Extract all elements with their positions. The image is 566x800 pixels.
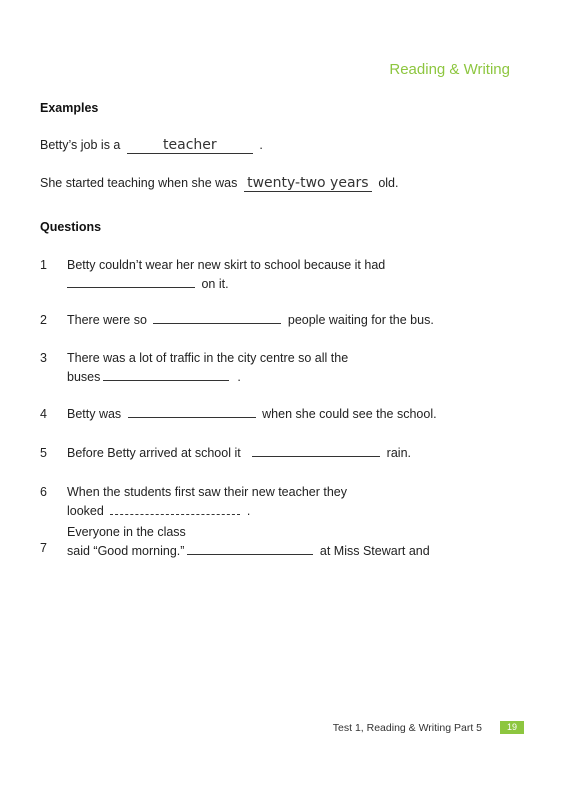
question-5 <box>67 444 411 463</box>
question-2 <box>67 311 434 330</box>
question-4 <box>67 405 437 424</box>
example-2 <box>40 175 398 192</box>
question-7-line2 <box>67 542 430 561</box>
example-1 <box>40 137 263 154</box>
question-3-line1: There was a lot of traffic in the city centre so all the <box>67 351 349 365</box>
question-4-answer-blank[interactable] <box>128 405 256 418</box>
question-4-before: Betty was <box>67 407 122 421</box>
examples-heading: Examples <box>40 101 99 115</box>
question-3-line2 <box>67 368 348 387</box>
question-5-before: Before Betty arrived at school it <box>67 446 241 460</box>
question-5-number: 5 <box>40 446 47 460</box>
question-6-line2 <box>67 502 347 521</box>
question-3 <box>67 349 348 387</box>
question-1-line2 <box>67 275 385 294</box>
example-1-answer: teacher <box>127 137 253 154</box>
question-5-after: rain. <box>386 446 411 460</box>
question-7-after: at Miss Stewart and <box>319 544 430 558</box>
question-7-before: said “Good morning.” <box>67 544 185 558</box>
question-1 <box>67 256 385 294</box>
question-2-after: people waiting for the bus. <box>287 313 434 327</box>
example-2-before: She started teaching when she was <box>40 176 238 190</box>
question-4-number: 4 <box>40 407 47 421</box>
question-1-line1: Betty couldn’t wear her new skirt to school because it had <box>67 258 386 272</box>
example-2-after: old. <box>378 176 399 190</box>
question-2-before: There were so <box>67 313 147 327</box>
section-title: Reading & Writing <box>389 61 510 78</box>
question-6-number: 6 <box>40 485 47 499</box>
example-2-answer: twenty-two years <box>244 175 372 192</box>
question-1-answer-blank[interactable] <box>67 275 195 288</box>
question-4-after: when she could see the school. <box>262 407 437 421</box>
example-1-before: Betty’s job is a <box>40 138 121 152</box>
question-6-line1: When the students first saw their new teacher they <box>67 485 347 499</box>
question-6-answer-blank[interactable] <box>110 502 240 515</box>
question-3-number: 3 <box>40 351 47 365</box>
question-6-after: . <box>246 504 251 518</box>
footer-label: Test 1, Reading & Writing Part 5 <box>332 722 482 734</box>
question-6 <box>67 483 347 521</box>
questions-heading: Questions <box>40 220 102 234</box>
question-7-number: 7 <box>40 541 47 555</box>
question-7-answer-blank[interactable] <box>187 542 313 555</box>
question-7 <box>67 523 430 561</box>
question-1-after: on it. <box>201 277 229 291</box>
question-2-answer-blank[interactable] <box>153 311 281 324</box>
page-number-badge: 19 <box>500 721 524 734</box>
question-2-number: 2 <box>40 313 47 327</box>
question-3-after: . <box>237 370 241 384</box>
question-5-answer-blank[interactable] <box>252 444 380 457</box>
question-1-number: 1 <box>40 258 47 272</box>
example-1-after: . <box>259 138 263 152</box>
question-7-line1: Everyone in the class <box>67 525 186 539</box>
question-6-before: looked <box>67 504 104 518</box>
question-3-before: buses <box>67 370 101 384</box>
question-3-answer-blank[interactable] <box>103 368 229 381</box>
